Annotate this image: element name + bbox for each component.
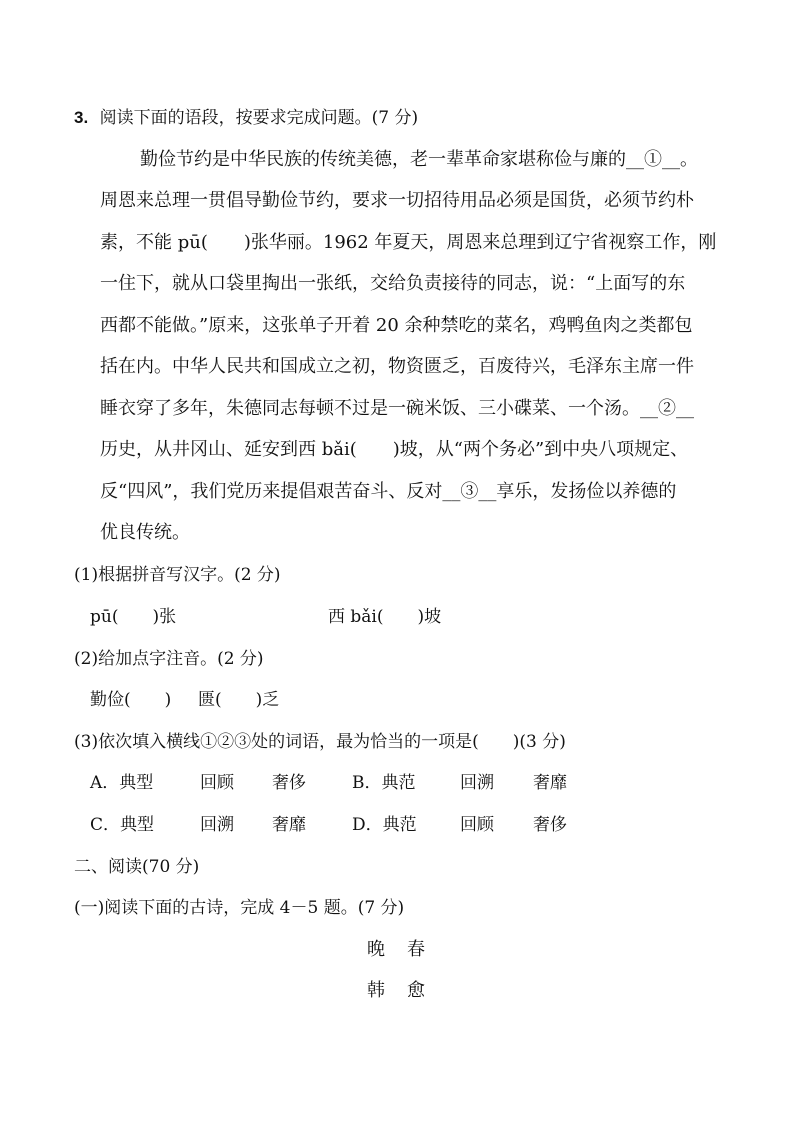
passage-line: 勤俭节约是中华民族的传统美德，老一辈革命家堪称俭与廉的__①__。 [140,149,698,170]
poem-author: 韩 愈 [367,980,427,1001]
passage-line: 西都不能做。”原来，这张单子开着 20 余种禁吃的菜名，鸡鸭鱼肉之类都包 [100,315,693,336]
option-d [352,814,417,836]
option-letter: C． [90,815,121,835]
option-word-1: 典范 [381,773,416,793]
option-word-3: 奢靡 [272,815,306,835]
sub-question-2-prompt: (2)给加点字注音。(2 分) [74,649,264,669]
option-word-2: 回顾 [200,773,234,793]
passage-line: 括在内。中华人民共和国成立之初，物资匮乏，百废待兴，毛泽东主席一件 [100,356,694,377]
sub-question-1-prompt: (1)根据拼音写汉字。(2 分) [74,565,281,585]
passage-line: 优良传统。 [100,522,190,543]
option-word-2: 回溯 [460,773,494,793]
passage-line: 素，不能 pū( )张华丽。1962 年夏天，周恩来总理到辽宁省视察工作，刚 [100,232,717,253]
option-letter: B． [352,773,382,793]
option-word-3: 奢靡 [533,773,567,793]
option-word-3: 奢侈 [533,815,567,835]
option-word-3: 奢侈 [272,773,306,793]
option-word-2: 回顾 [460,815,494,835]
passage-line: 睡衣穿了多年，朱德同志每顿不过是一碗米饭、三小碟菜、一个汤。__②__ [100,398,694,419]
question-number: 3. [74,108,89,127]
section-heading: 二、阅读(70 分) [74,857,200,877]
question-3-header [74,107,418,129]
question-instruction: 阅读下面的语段，按要求完成问题。(7 分) [99,108,419,128]
sub-question-2-item-a: 勤俭( ) [90,690,172,710]
option-c [90,814,154,836]
option-word-1: 典型 [120,815,155,835]
passage-line: 一住下，就从口袋里掏出一张纸，交给负责接待的同志，说：“上面写的东 [100,273,686,294]
option-a [90,772,153,794]
passage-line: 周恩来总理一贯倡导勤俭节约，要求一切招待用品必须是国货，必须节约朴 [100,190,694,211]
poem-title: 晚 春 [367,939,427,960]
option-letter: D． [352,815,383,835]
passage-line: 反“四风”，我们党历来提倡艰苦奋斗、反对__③__享乐，发扬俭以养德的 [100,481,677,502]
option-letter: A． [90,773,120,793]
sub-question-1-item-b: 西 bǎi( )坡 [328,607,442,627]
option-word-1: 典范 [382,815,417,835]
sub-question-1-item-a: pū( )张 [90,607,177,627]
option-word-1: 典型 [119,773,154,793]
sub-question-2-item-b: 匮( )乏 [198,690,280,710]
sub-question-3-prompt: (3)依次填入横线①②③处的词语，最为恰当的一项是( )(3 分) [74,732,566,752]
option-b [352,772,416,794]
passage-line: 历史，从井冈山、延安到西 bǎi( )坡，从“两个务必”到中央八项规定、 [100,439,689,460]
option-word-2: 回溯 [200,815,234,835]
section-sub-heading: (一)阅读下面的古诗，完成 4－5 题。(7 分) [74,898,405,918]
